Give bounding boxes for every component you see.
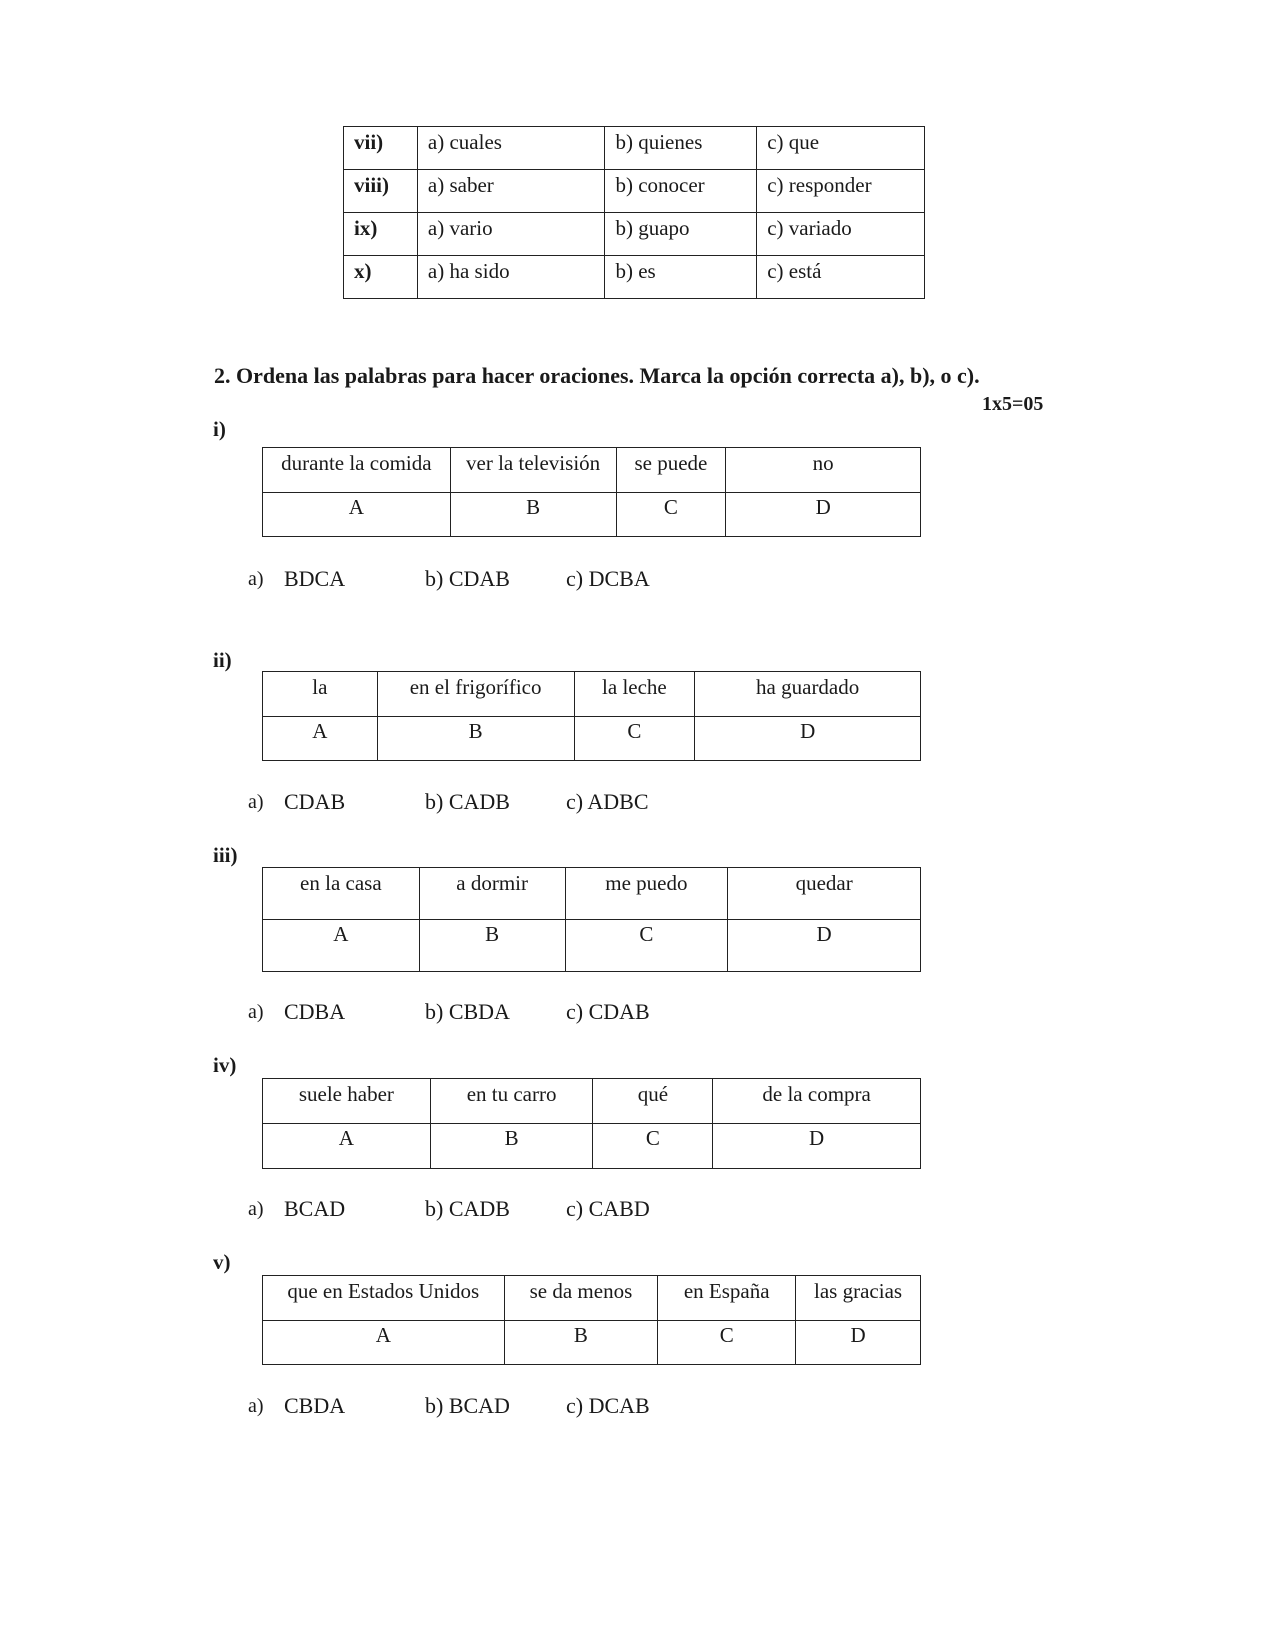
letter-cell: B <box>430 1124 593 1169</box>
option-b: b) es <box>605 256 757 299</box>
word-table <box>262 867 921 972</box>
word-cell: en España <box>658 1276 796 1321</box>
table-row <box>263 1079 921 1124</box>
word-cell: ver la televisión <box>450 448 616 493</box>
word-cell: en el frigorífico <box>377 672 574 717</box>
question-label: v) <box>213 1250 231 1274</box>
options-table <box>343 126 925 299</box>
word-table <box>262 671 921 761</box>
option-b: b) quienes <box>605 127 757 170</box>
option-c: c) variado <box>757 213 925 256</box>
letter-cell: A <box>263 1321 505 1365</box>
answer-a: CDAB <box>284 789 346 814</box>
word-cell: se da menos <box>504 1276 658 1321</box>
letter-cell: B <box>377 717 574 761</box>
letter-cell: B <box>504 1321 658 1365</box>
option-c: c) que <box>757 127 925 170</box>
answer-a: CDBA <box>284 999 346 1024</box>
word-cell: que en Estados Unidos <box>263 1276 505 1321</box>
answer-a-label: a) <box>248 1001 264 1023</box>
answer-a-label: a) <box>248 1198 264 1220</box>
letter-cell: A <box>263 920 420 972</box>
question-label: ii) <box>213 648 232 672</box>
item-number: x) <box>344 256 418 299</box>
word-cell: de la compra <box>713 1079 921 1124</box>
option-c: c) responder <box>757 170 925 213</box>
word-cell: durante la comida <box>263 448 451 493</box>
option-a: a) ha sido <box>417 256 605 299</box>
answer-b: b) BCAD <box>425 1393 510 1418</box>
word-cell: no <box>726 448 921 493</box>
item-number: ix) <box>344 213 418 256</box>
table-row <box>263 448 921 493</box>
option-c: c) está <box>757 256 925 299</box>
letter-cell: D <box>728 920 921 972</box>
letter-cell: C <box>658 1321 796 1365</box>
answer-a: BDCA <box>284 566 346 591</box>
word-table <box>262 447 921 537</box>
table-row <box>263 717 921 761</box>
word-cell: en la casa <box>263 868 420 920</box>
word-table <box>262 1078 921 1169</box>
word-cell: qué <box>593 1079 713 1124</box>
answer-b: b) CADB <box>425 1196 510 1221</box>
marks-label: 1x5=05 <box>982 393 1044 415</box>
answer-a-label: a) <box>248 568 264 590</box>
letter-cell: C <box>593 1124 713 1169</box>
table-row <box>263 672 921 717</box>
option-a: a) cuales <box>417 127 605 170</box>
letter-cell: A <box>263 1124 431 1169</box>
answer-c: c) ADBC <box>566 789 649 814</box>
answer-a: CBDA <box>284 1393 346 1418</box>
item-number: viii) <box>344 170 418 213</box>
table-row <box>263 1321 921 1365</box>
letter-cell: D <box>713 1124 921 1169</box>
word-cell: se puede <box>616 448 726 493</box>
table-row <box>263 920 921 972</box>
option-b: b) guapo <box>605 213 757 256</box>
question-label: iii) <box>213 843 238 867</box>
word-cell: las gracias <box>796 1276 921 1321</box>
letter-cell: C <box>565 920 728 972</box>
word-cell: en tu carro <box>430 1079 593 1124</box>
answer-b: b) CADB <box>425 789 510 814</box>
table-row <box>344 256 925 299</box>
letter-cell: A <box>263 717 378 761</box>
answer-b: b) CDAB <box>425 566 510 591</box>
word-cell: la <box>263 672 378 717</box>
section-heading: 2. Ordena las palabras para hacer oraciones. Marca la opción correcta a), b), o c). <box>214 363 980 388</box>
letter-cell: C <box>574 717 695 761</box>
word-cell: ha guardado <box>695 672 921 717</box>
answer-c: c) DCAB <box>566 1393 650 1418</box>
question-label: iv) <box>213 1053 237 1077</box>
option-a: a) vario <box>417 213 605 256</box>
answer-c: c) DCBA <box>566 566 650 591</box>
word-cell: la leche <box>574 672 695 717</box>
question-label: i) <box>213 417 226 441</box>
table-row <box>263 1276 921 1321</box>
letter-cell: C <box>616 493 726 537</box>
answer-a-label: a) <box>248 791 264 813</box>
answer-a: BCAD <box>284 1196 346 1221</box>
table-row <box>344 170 925 213</box>
option-b: b) conocer <box>605 170 757 213</box>
table-row <box>263 493 921 537</box>
word-table <box>262 1275 921 1365</box>
answer-b: b) CBDA <box>425 999 510 1024</box>
letter-cell: B <box>419 920 565 972</box>
word-cell: me puedo <box>565 868 728 920</box>
word-cell: a dormir <box>419 868 565 920</box>
option-a: a) saber <box>417 170 605 213</box>
table-row <box>263 868 921 920</box>
letter-cell: D <box>796 1321 921 1365</box>
letter-cell: D <box>726 493 921 537</box>
letter-cell: A <box>263 493 451 537</box>
table-row <box>344 213 925 256</box>
answer-c: c) CDAB <box>566 999 650 1024</box>
table-row <box>344 127 925 170</box>
word-cell: quedar <box>728 868 921 920</box>
answer-a-label: a) <box>248 1395 264 1417</box>
letter-cell: B <box>450 493 616 537</box>
table-row <box>263 1124 921 1169</box>
item-number: vii) <box>344 127 418 170</box>
word-cell: suele haber <box>263 1079 431 1124</box>
letter-cell: D <box>695 717 921 761</box>
answer-c: c) CABD <box>566 1196 650 1221</box>
